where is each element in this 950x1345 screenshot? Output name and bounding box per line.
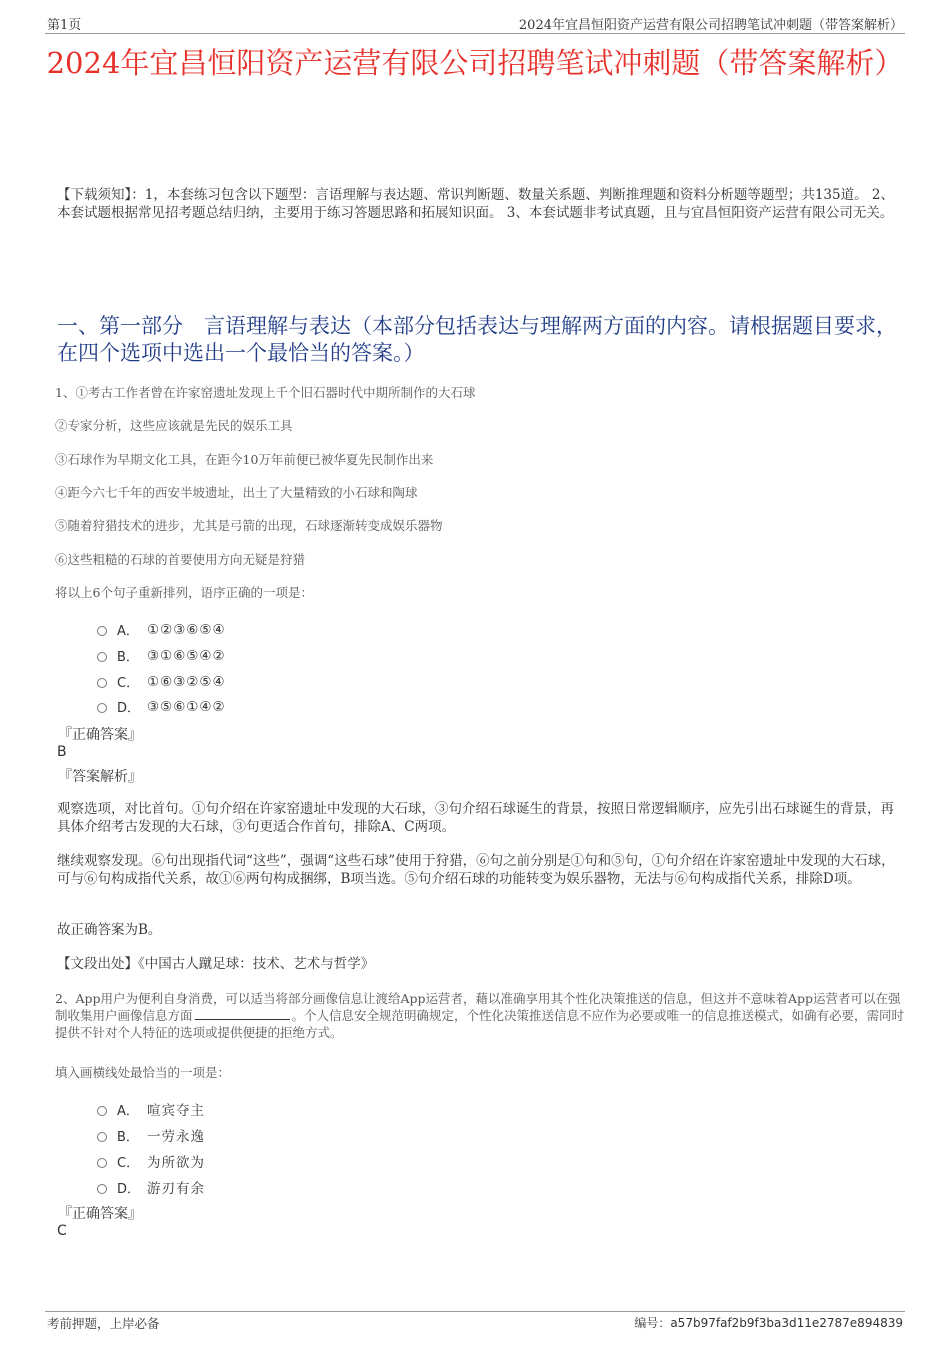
question-2-stem	[55, 990, 905, 1041]
option-letter: D．	[117, 701, 141, 716]
option-text: ①②③⑥⑤④	[147, 621, 226, 638]
section-heading: 一、第一部分 言语理解与表达（本部分包括表达与理解两方面的内容。请根据题目要求，在四个选项中选出一个最恰当的答案。）	[57, 314, 897, 365]
question-1-line-6: ⑥这些粗糙的石球的首要使用方向无疑是狩猎	[55, 552, 306, 567]
q1-answer-label: 『正确答案』	[58, 727, 142, 743]
option-letter: B．	[117, 1129, 139, 1145]
q2-option-c[interactable]	[97, 1151, 205, 1171]
q1-answer: B	[57, 744, 67, 760]
option-letter: A．	[117, 624, 139, 639]
header-divider	[45, 33, 905, 34]
question-1-line-5: ⑤随着狩猎技术的进步，尤其是弓箭的出现，石球逐渐转变成娱乐器物	[55, 518, 443, 533]
radio-icon[interactable]	[97, 1184, 107, 1194]
footer-divider	[45, 1311, 905, 1312]
q1-analysis-label: 『答案解析』	[58, 769, 142, 785]
q1-option-c[interactable]	[97, 672, 226, 691]
page-number: 第1页	[47, 18, 82, 33]
radio-icon[interactable]	[97, 1132, 107, 1142]
page-title: 2024年宜昌恒阳资产运营有限公司招聘笔试冲刺题（带答案解析）	[46, 46, 904, 80]
option-text: ③①⑥⑤④②	[147, 647, 226, 664]
download-notice: 【下载须知】：1，本套练习包含以下题型：言语理解与表达题、常识判断题、数量关系题、判断推理题和资料分析题等题型；共135道。 2、本套试题根据常见招考题总结归纳，主要用于练习答题思路和拓展知识面。 3、本套试题非考试真题，且与宜昌恒阳资产运营有限公司无关。	[57, 187, 894, 221]
option-text: ①⑥③②⑤④	[147, 673, 226, 690]
q2-stem-after: 。个人信息安全规范明确规定，个性化决策推送信息不应作为必要或唯一的信息推送模式，如确有必要，需同时提供不针对个人特征的选项或提供便捷的拒绝方式。	[55, 1008, 905, 1040]
q2-stem-before: 2、App用户为便利自身消费，可以适当将部分画像信息让渡给App运营者，藉以准确享用其个性化决策推送的信息，但这并不意味着App运营者可以在强制收集用户画像信息方面	[55, 991, 901, 1023]
q2-option-a[interactable]	[97, 1099, 205, 1119]
question-2-prompt: 填入画横线处最恰当的一项是：	[55, 1065, 231, 1080]
q1-option-b[interactable]	[97, 646, 226, 665]
option-text: ③⑤⑥①④②	[147, 698, 226, 715]
radio-icon[interactable]	[97, 626, 107, 636]
radio-icon[interactable]	[97, 703, 107, 713]
option-letter: A．	[117, 1103, 139, 1119]
option-text: 喧宾夺主	[147, 1103, 205, 1119]
fill-in-blank	[195, 1007, 290, 1020]
option-letter: C．	[117, 676, 140, 691]
q1-analysis-para-3: 故正确答案为B。	[57, 922, 162, 938]
q1-analysis-para-2: 继续观察发现。⑥句出现指代词“这些”，强调“这些石球”使用于狩猎，⑥句之前分别是①句和⑤句，①句介绍在许家窑遗址中发现的大石球，可与⑥句构成指代关系，故①⑥两句构成捆绑，B项当选。⑤句介绍石球的功能转变为娱乐器物，无法与⑥句构成指代关系，排除D项。	[57, 853, 895, 887]
option-text: 一劳永逸	[147, 1129, 205, 1145]
q2-answer-label: 『正确答案』	[58, 1206, 142, 1222]
footer-code: 编号：a57b97faf2b9f3ba3d11e2787e894839	[634, 1316, 903, 1330]
q2-option-b[interactable]	[97, 1125, 205, 1145]
option-letter: C．	[117, 1155, 140, 1171]
q1-option-a[interactable]	[97, 620, 226, 639]
question-1-line-4: ④距今六七千年的西安半坡遗址，出土了大量精致的小石球和陶球	[55, 485, 418, 500]
q2-answer: C	[57, 1223, 67, 1239]
radio-icon[interactable]	[97, 1106, 107, 1116]
q2-option-d[interactable]	[97, 1177, 205, 1197]
radio-icon[interactable]	[97, 652, 107, 662]
question-1-line-2: ②专家分析，这些应该就是先民的娱乐工具	[55, 418, 293, 433]
question-1-line-1: 1、①考古工作者曾在许家窑遗址发现上千个旧石器时代中期所制作的大石球	[55, 385, 476, 400]
footer-slogan: 考前押题，上岸必备	[47, 1316, 160, 1331]
q1-source: 【文段出处】《中国古人蹴足球：技术、艺术与哲学》	[57, 956, 375, 972]
question-1-prompt: 将以上6个句子重新排列，语序正确的一项是：	[55, 585, 313, 600]
option-text: 游刃有余	[147, 1181, 205, 1197]
q1-analysis-para-1: 观察选项，对比首句。①句介绍在许家窑遗址中发现的大石球，③句介绍石球诞生的背景，按照日常逻辑顺序，应先引出石球诞生的背景，再具体介绍考古发现的大石球，③句更适合作首句，排除A、C两项。	[57, 801, 894, 835]
q1-option-d[interactable]	[97, 697, 226, 716]
option-text: 为所欲为	[147, 1155, 205, 1171]
header-doc-title: 2024年宜昌恒阳资产运营有限公司招聘笔试冲刺题（带答案解析）	[518, 18, 903, 33]
radio-icon[interactable]	[97, 678, 107, 688]
option-letter: B．	[117, 650, 139, 665]
radio-icon[interactable]	[97, 1158, 107, 1168]
option-letter: D．	[117, 1181, 141, 1197]
question-1-line-3: ③石球作为早期文化工具，在距今10万年前便已被华夏先民制作出来	[55, 452, 434, 467]
